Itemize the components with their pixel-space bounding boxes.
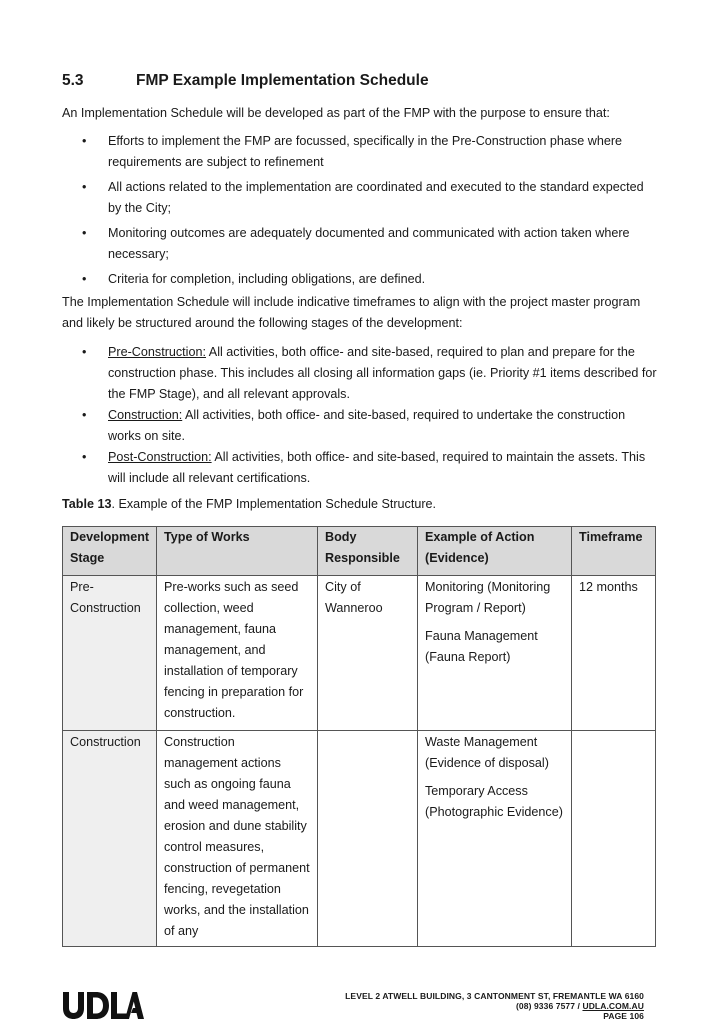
- stage-term: Construction:: [108, 408, 183, 422]
- stage-cell: Pre-Construction: [63, 576, 157, 731]
- footer-address: LEVEL 2 ATWELL BUILDING, 3 CANTONMENT ST, FREMANTLE WA 6160: [345, 991, 644, 1001]
- intro-paragraph: An Implementation Schedule will be developed as part of the FMP with the purpose to ensure that:: [62, 106, 610, 120]
- udla-logo: [62, 990, 144, 1025]
- bullet-icon: •: [82, 450, 87, 464]
- bullet-icon: •: [82, 226, 87, 240]
- action-cell: [418, 731, 572, 947]
- website-link[interactable]: UDLA.COM.AU: [582, 1001, 644, 1011]
- bullet-icon: •: [82, 345, 87, 359]
- section-heading: [62, 72, 429, 90]
- list-item: • All actions related to the implementation are coordinated and executed to the standard expected by the City;: [62, 177, 658, 219]
- column-header: Type of Works: [157, 527, 318, 576]
- table-row: [63, 731, 656, 947]
- section-title: FMP Example Implementation Schedule: [136, 72, 429, 89]
- action-item: Waste Management (Evidence of disposal): [425, 735, 549, 770]
- footer-phone-web: (08) 9336 7577 / UDLA.COM.AU: [516, 1001, 644, 1011]
- udla-logo-icon: [62, 990, 144, 1020]
- works-cell: Pre-works such as seed collection, weed management, fauna management, and installation of temporary fencing in preparation for construction.: [157, 576, 318, 731]
- body-cell: [318, 731, 418, 947]
- column-header: Development Stage: [63, 527, 157, 576]
- column-header: Example of Action (Evidence): [418, 527, 572, 576]
- bullet-icon: •: [82, 408, 87, 422]
- bullet-icon: •: [82, 180, 87, 194]
- action-item: Fauna Management (Fauna Report): [425, 629, 538, 664]
- bullet-icon: •: [82, 134, 87, 148]
- table-header-row: [63, 527, 656, 576]
- stage-description: All activities, both office- and site-based, required to undertake the construction works on site.: [108, 408, 626, 443]
- stage-term: Post-Construction:: [108, 450, 212, 464]
- implementation-schedule-table: [62, 526, 656, 947]
- list-item: [62, 447, 658, 489]
- stage-cell: Construction: [63, 731, 157, 947]
- table-label: Table 13: [62, 497, 112, 511]
- action-item: Temporary Access (Photographic Evidence): [425, 784, 563, 819]
- stages-list: [62, 342, 658, 489]
- list-item: [62, 405, 658, 447]
- table-caption: Table 13. Example of the FMP Implementation Schedule Structure.: [62, 497, 437, 511]
- table-row: [63, 576, 656, 731]
- column-header: Body Responsible: [318, 527, 418, 576]
- timeframe-cell: 12 months: [572, 576, 656, 731]
- footer-contact: [345, 991, 644, 1021]
- stage-description: All activities, both office- and site-based, required to maintain the assets. This will include all relevant certifications.: [108, 450, 646, 485]
- action-item: Monitoring (Monitoring Program / Report): [425, 580, 551, 615]
- stage-description: All activities, both office- and site-based, required to plan and prepare for the construction phase. This includes all closing all information gaps (ie. Priority #1 items described for the FMP Stage), and all relevant approvals.: [108, 345, 657, 401]
- list-item: [62, 342, 658, 405]
- section-number: 5.3: [62, 72, 84, 89]
- stage-term: Pre-Construction:: [108, 345, 206, 359]
- schedule-paragraph: The Implementation Schedule will include indicative timeframes to align with the project master program and likely be structured around the following stages of the development:: [62, 295, 641, 330]
- action-cell: [418, 576, 572, 731]
- column-header: Timeframe: [572, 527, 656, 576]
- bullet-icon: •: [82, 272, 87, 286]
- list-item: • Monitoring outcomes are adequately documented and communicated with action taken where necessary;: [62, 223, 658, 265]
- list-item: • Efforts to implement the FMP are focussed, specifically in the Pre-Construction phase where requirements are subject to refinement: [62, 131, 658, 173]
- works-cell: Construction management actions such as ongoing fauna and weed management, erosion and dune stability control measures, construction of permanent fencing, revegetation works, and the installation of any: [157, 731, 318, 947]
- list-item: • Criteria for completion, including obligations, are defined.: [62, 269, 658, 290]
- timeframe-cell: [572, 731, 656, 947]
- purpose-list: [62, 131, 658, 294]
- body-cell: City of Wanneroo: [318, 576, 418, 731]
- page-number: PAGE 106: [603, 1011, 644, 1021]
